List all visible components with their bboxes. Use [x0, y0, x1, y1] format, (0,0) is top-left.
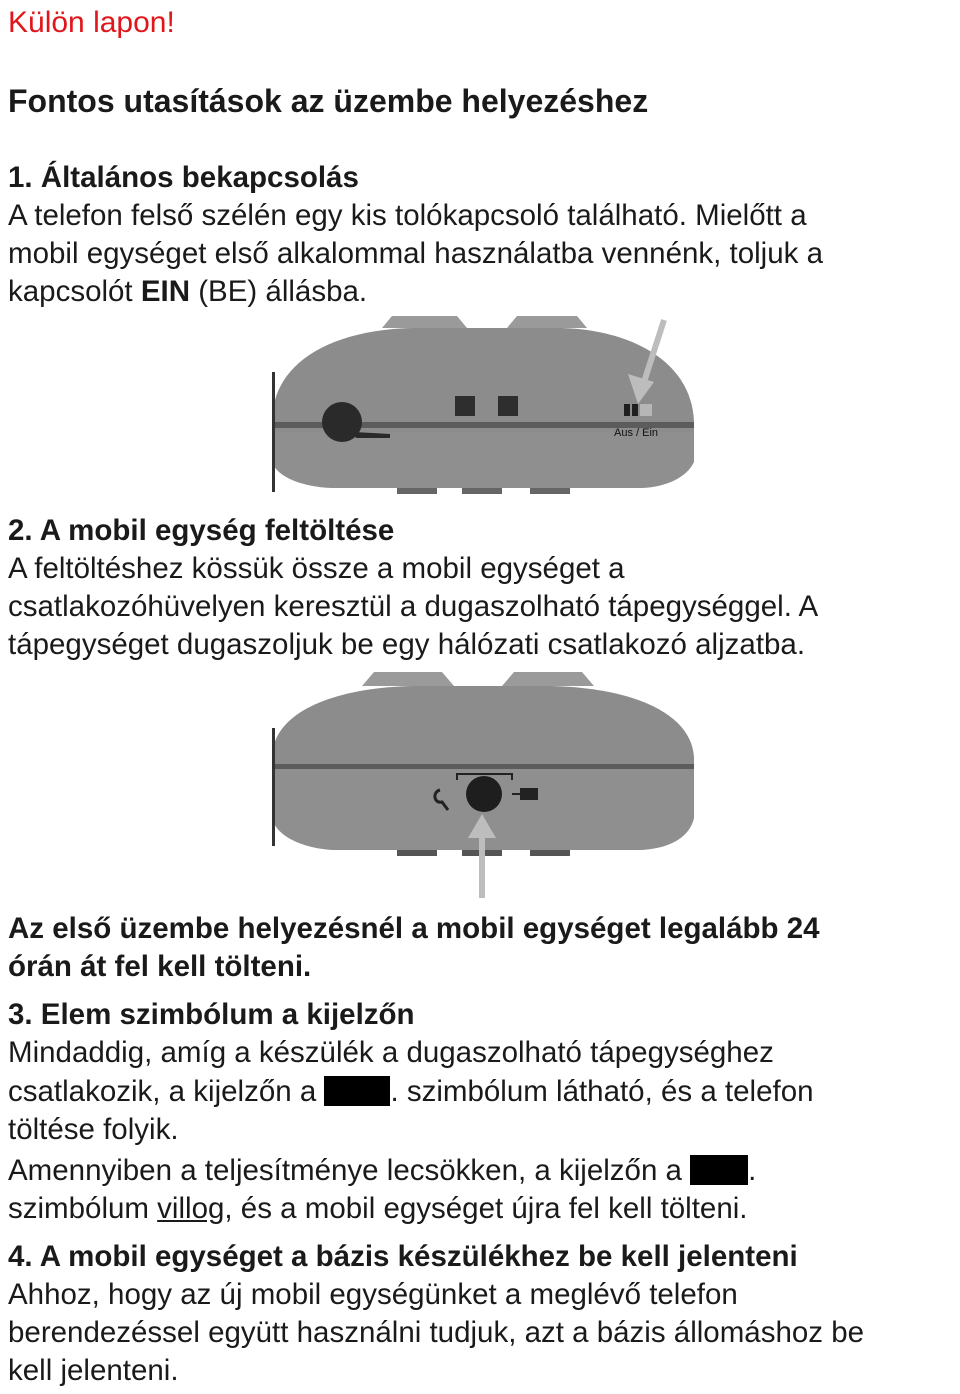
section-4-line: Ahhoz, hogy az új mobil egységünket a meglévő telefon: [8, 1278, 738, 1311]
handset-switch-figure: [262, 312, 702, 502]
section-2-line: A feltöltéshez kössük össze a mobil egységet a: [8, 552, 625, 585]
section-4-line: kell jelenteni.: [8, 1354, 179, 1387]
section-3-heading: 3. Elem szimbólum a kijelzőn: [8, 998, 415, 1031]
charge-note-line: Az első üzembe helyezésnél a mobil egységet legalább 24: [8, 912, 820, 945]
battery-symbol-icon: [690, 1155, 748, 1185]
section-3-line: töltése folyik.: [8, 1113, 179, 1146]
section-3-line: Amennyiben a teljesítménye lecsökken, a kijelzőn a .: [8, 1154, 757, 1187]
section-4-heading: 4. A mobil egységet a bázis készülékhez be kell jelenteni: [8, 1240, 798, 1273]
page-title: Fontos utasítások az üzembe helyezéshez: [8, 83, 649, 119]
villog-word: villog: [157, 1192, 225, 1225]
section-4-line: berendezéssel együtt használni tudjuk, azt a bázis állomáshoz be: [8, 1316, 865, 1349]
section-1-line: mobil egységet első alkalommal használatba vennénk, toljuk a: [8, 237, 823, 270]
battery-symbol-icon: [324, 1076, 390, 1106]
handset-charging-figure: [262, 668, 702, 904]
ein-label: EIN: [140, 275, 191, 308]
switch-label: Aus / Ein: [614, 427, 659, 439]
section-3-line: csatlakozik, a kijelzőn a . szimbólum látható, és a telefon: [8, 1075, 814, 1108]
section-2-line: tápegységet dugaszoljuk be egy hálózati csatlakozó aljzatba.: [8, 628, 806, 661]
header-tag: Külön lapon!: [8, 6, 175, 39]
section-1-line: kapcsolót EIN (BE) állásba.: [8, 275, 368, 308]
section-1-line: A telefon felső szélén egy kis tolókapcsoló található. Mielőtt a: [8, 199, 807, 232]
section-3-line: szimbólum villog, és a mobil egységet újra fel kell tölteni.: [8, 1192, 748, 1225]
section-1-heading: 1. Általános bekapcsolás: [8, 161, 359, 194]
charge-note-line: órán át fel kell tölteni.: [8, 950, 312, 983]
section-2-heading: 2. A mobil egység feltöltése: [8, 514, 395, 547]
section-3-line: Mindaddig, amíg a készülék a dugaszolható tápegységhez: [8, 1036, 774, 1069]
section-2-line: csatlakozóhüvelyen keresztül a dugaszolható tápegységgel. A: [8, 590, 819, 623]
